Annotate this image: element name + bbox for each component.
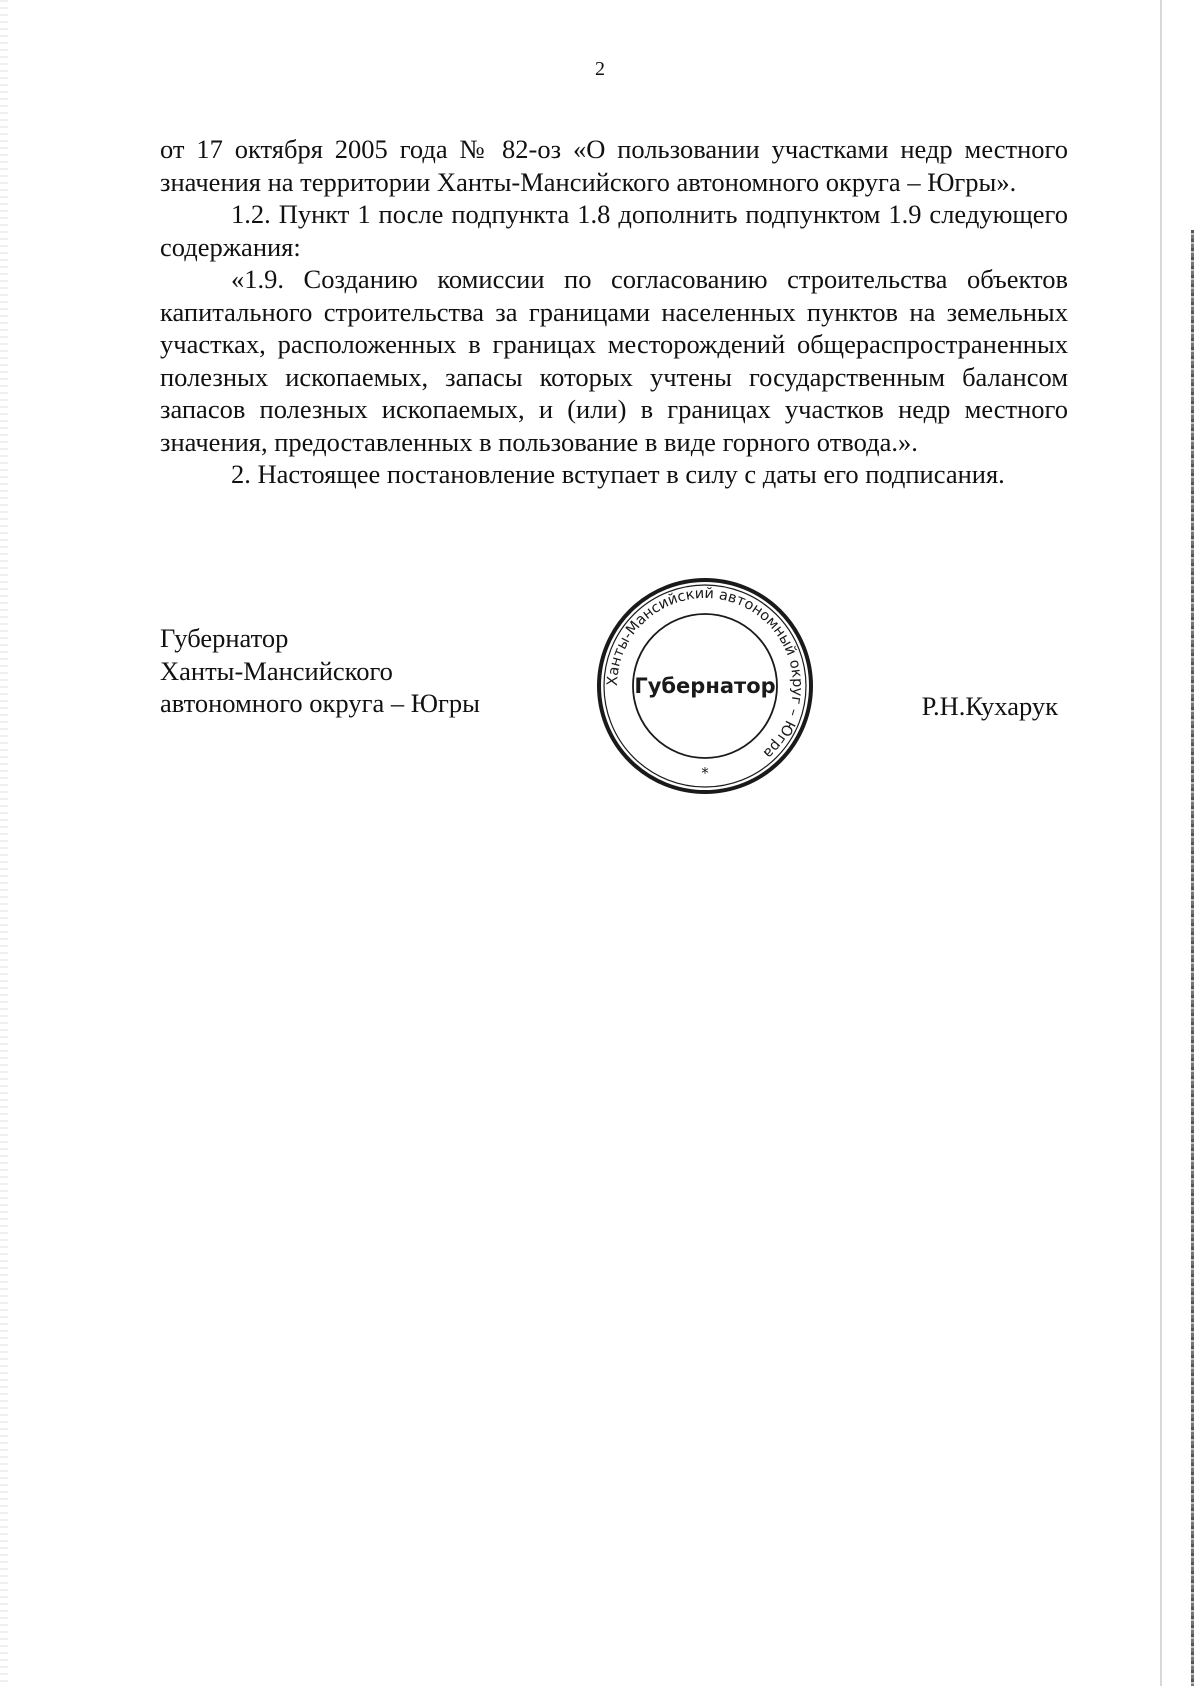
official-seal [595,576,815,796]
signatory-title-line-1: Губернатор [160,623,289,653]
document-body [160,133,1068,491]
seal-ring-text: Ханты-Мансийский автономный округ – Югра [604,585,806,762]
page-number: 2 [595,58,605,80]
signatory-name: Р.Н.Кухарук [921,691,1058,721]
body-paragraph-1: от 17 октября 2005 года № 82-оз «О пользовании участками недр местного значения на территории Ханты-Мансийского автономного округа – Югры». [160,134,1068,197]
signatory-title-line-2: Ханты-Мансийского [160,655,393,686]
signatory-title-line-3: автономного округа – Югры [160,688,480,718]
signatory-title [160,622,480,720]
scan-binding-mark [1191,230,1194,1686]
scan-line [1160,0,1162,1686]
scan-edge-left [0,0,8,1686]
seal-center-text: Губернатор [634,674,776,698]
seal-graphic [595,576,815,796]
scan-edge-right [1140,0,1200,1686]
seal-star-icon: * [701,764,709,782]
body-paragraph-2: 1.2. Пункт 1 после подпункта 1.8 дополнить подпунктом 1.9 следующего содержания: [160,199,1068,262]
body-paragraph-3: «1.9. Созданию комиссии по согласованию строительства объектов капитального строительства за границами населенных пунктов на земельных участках, расположенных в границах месторождений общераспространенных полезных ископаемых, запасы которых учтены государственным балансом запасов полезных ископаемых, и (или) в границах участков недр местного значения, предоставленных в пользование в виде горного отвода.». [160,264,1068,457]
body-paragraph-4: 2. Настоящее постановление вступает в силу с даты его подписания. [231,459,1005,489]
